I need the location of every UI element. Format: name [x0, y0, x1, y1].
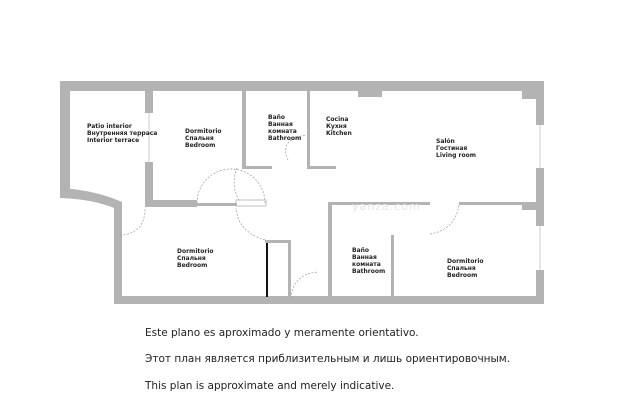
- svg-text:Гостиная: Гостиная: [436, 145, 468, 152]
- disclaimer-english: This plan is approximate and merely indicative.: [145, 380, 395, 392]
- room-label-living-room: [436, 138, 476, 159]
- svg-text:Спальня: Спальня: [185, 135, 214, 142]
- svg-text:Baño: Baño: [352, 247, 370, 254]
- svg-text:Living room: Living room: [436, 152, 476, 159]
- room-label-bedroom-3: [447, 258, 484, 279]
- svg-text:Salón: Salón: [436, 138, 455, 145]
- svg-text:Cocina: Cocina: [326, 116, 349, 123]
- svg-text:комната: комната: [352, 261, 381, 268]
- svg-text:Dormitorio: Dormitorio: [185, 128, 222, 135]
- svg-text:Спальня: Спальня: [177, 255, 206, 262]
- svg-text:Bedroom: Bedroom: [177, 262, 208, 269]
- svg-text:Dormitorio: Dormitorio: [447, 258, 484, 265]
- svg-text:Baño: Baño: [268, 114, 286, 121]
- svg-text:комната: комната: [268, 128, 297, 135]
- svg-text:Interior terrace: Interior terrace: [87, 137, 140, 144]
- svg-text:Ванная: Ванная: [268, 121, 293, 128]
- room-label-bathroom-2: [352, 247, 385, 275]
- svg-text:Patio interior: Patio interior: [87, 123, 132, 130]
- room-label-bathroom-1: [268, 114, 301, 142]
- svg-text:Dormitorio: Dormitorio: [177, 248, 214, 255]
- room-label-bedroom-1: [185, 128, 222, 149]
- room-label-patio: [87, 123, 157, 144]
- svg-text:Bathroom: Bathroom: [352, 268, 386, 275]
- svg-text:Bedroom: Bedroom: [185, 142, 216, 149]
- disclaimer-russian: Этот план является приблизительным и лишь ориентировочным.: [145, 353, 511, 365]
- svg-text:Спальня: Спальня: [447, 265, 476, 272]
- svg-text:Kitchen: Kitchen: [326, 130, 352, 137]
- svg-text:Bathroom: Bathroom: [268, 135, 302, 142]
- svg-text:Bedroom: Bedroom: [447, 272, 478, 279]
- svg-text:Ванная: Ванная: [352, 254, 377, 261]
- watermark: yanza.com: [352, 200, 421, 213]
- disclaimer-spanish: Este plano es aproximado y meramente orientativo.: [145, 327, 419, 339]
- svg-text:Кухня: Кухня: [326, 123, 347, 130]
- room-label-bedroom-2: [177, 248, 214, 269]
- room-label-kitchen: [326, 116, 352, 137]
- svg-text:Внутренняя терраса: Внутренняя терраса: [87, 130, 158, 137]
